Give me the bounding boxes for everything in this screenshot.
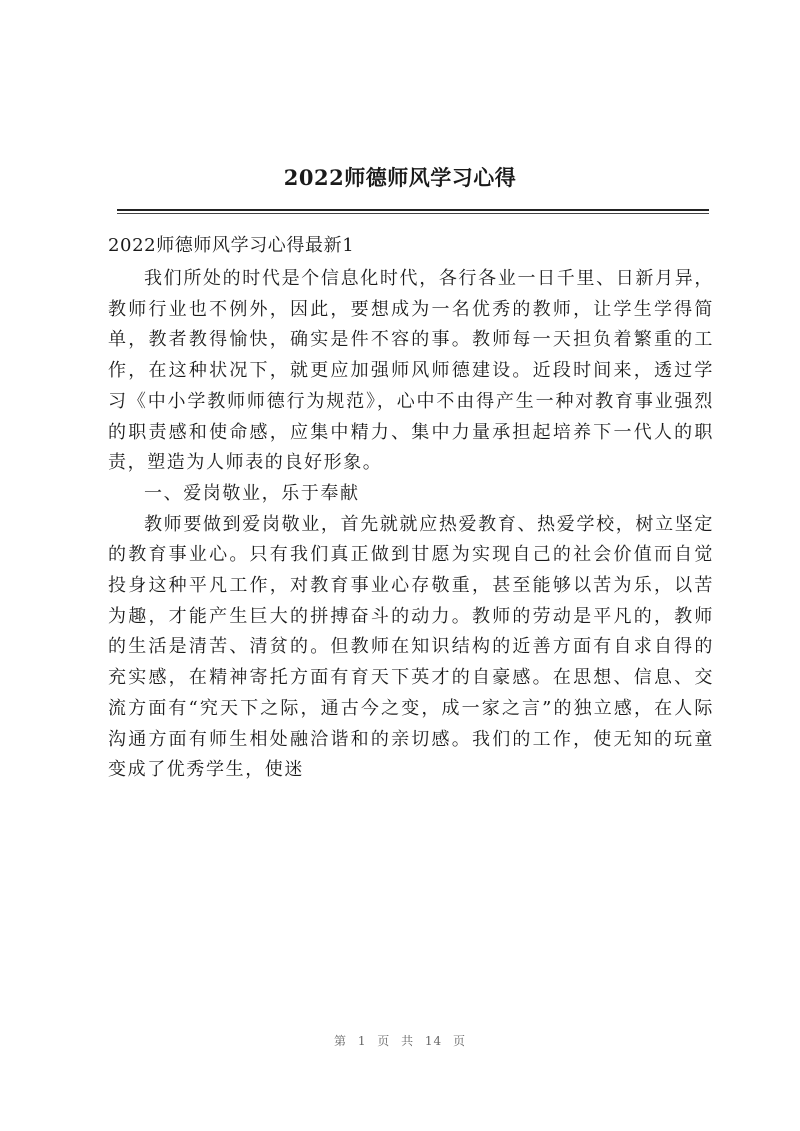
- section-heading-1: 一、爱岗敬业，乐于奉献: [144, 482, 360, 504]
- title-divider: [117, 209, 709, 211]
- document-body: [108, 234, 714, 786]
- body-paragraph-1: 我们所处的时代是个信息化时代，各行各业一日千里、日新月异，教师行业也不例外，因此，要想成为一名优秀的教师，让学生学得简单，教者教得愉快，确实是件不容的事。教师每一天担负着繁重的工作，在这种状况下，就更应加强师风师德建设。近段时间来，透过学习《中小学教师师德行为规范》，心中不由得产生一种对教育事业强烈的职责感和使命感，应集中精力、集中力量承担起培养下一代人的职责，塑造为人师表的良好形象。: [108, 268, 714, 474]
- section-subtitle: 2022师德师风学习心得最新1: [108, 235, 355, 256]
- body-paragraph-2: 教师要做到爱岗敬业，首先就就应热爱教育、热爱学校，树立坚定的教育事业心。只有我们真正做到甘愿为实现自己的社会价值而自觉投身这种平凡工作，对教育事业心存敬重，甚至能够以苦为乐，以苦为趣，才能产生巨大的拼搏奋斗的动力。教师的劳动是平凡的，教师的生活是清苦、清贫的。但教师在知识结构的近善方面有自求自得的充实感，在精神寄托方面有育天下英才的自豪感。在思想、信息、交流方面有“究天下之际，通古今之变，成一家之言”的独立感，在人际沟通方面有师生相处融洽谐和的亲切感。我们的工作，使无知的玩童变成了优秀学生，使迷: [108, 513, 714, 781]
- page-footer: 第 1 页 共 14 页: [334, 1034, 466, 1048]
- title-divider-thin: [117, 213, 709, 214]
- document-title: 2022师德师风学习心得: [283, 165, 517, 190]
